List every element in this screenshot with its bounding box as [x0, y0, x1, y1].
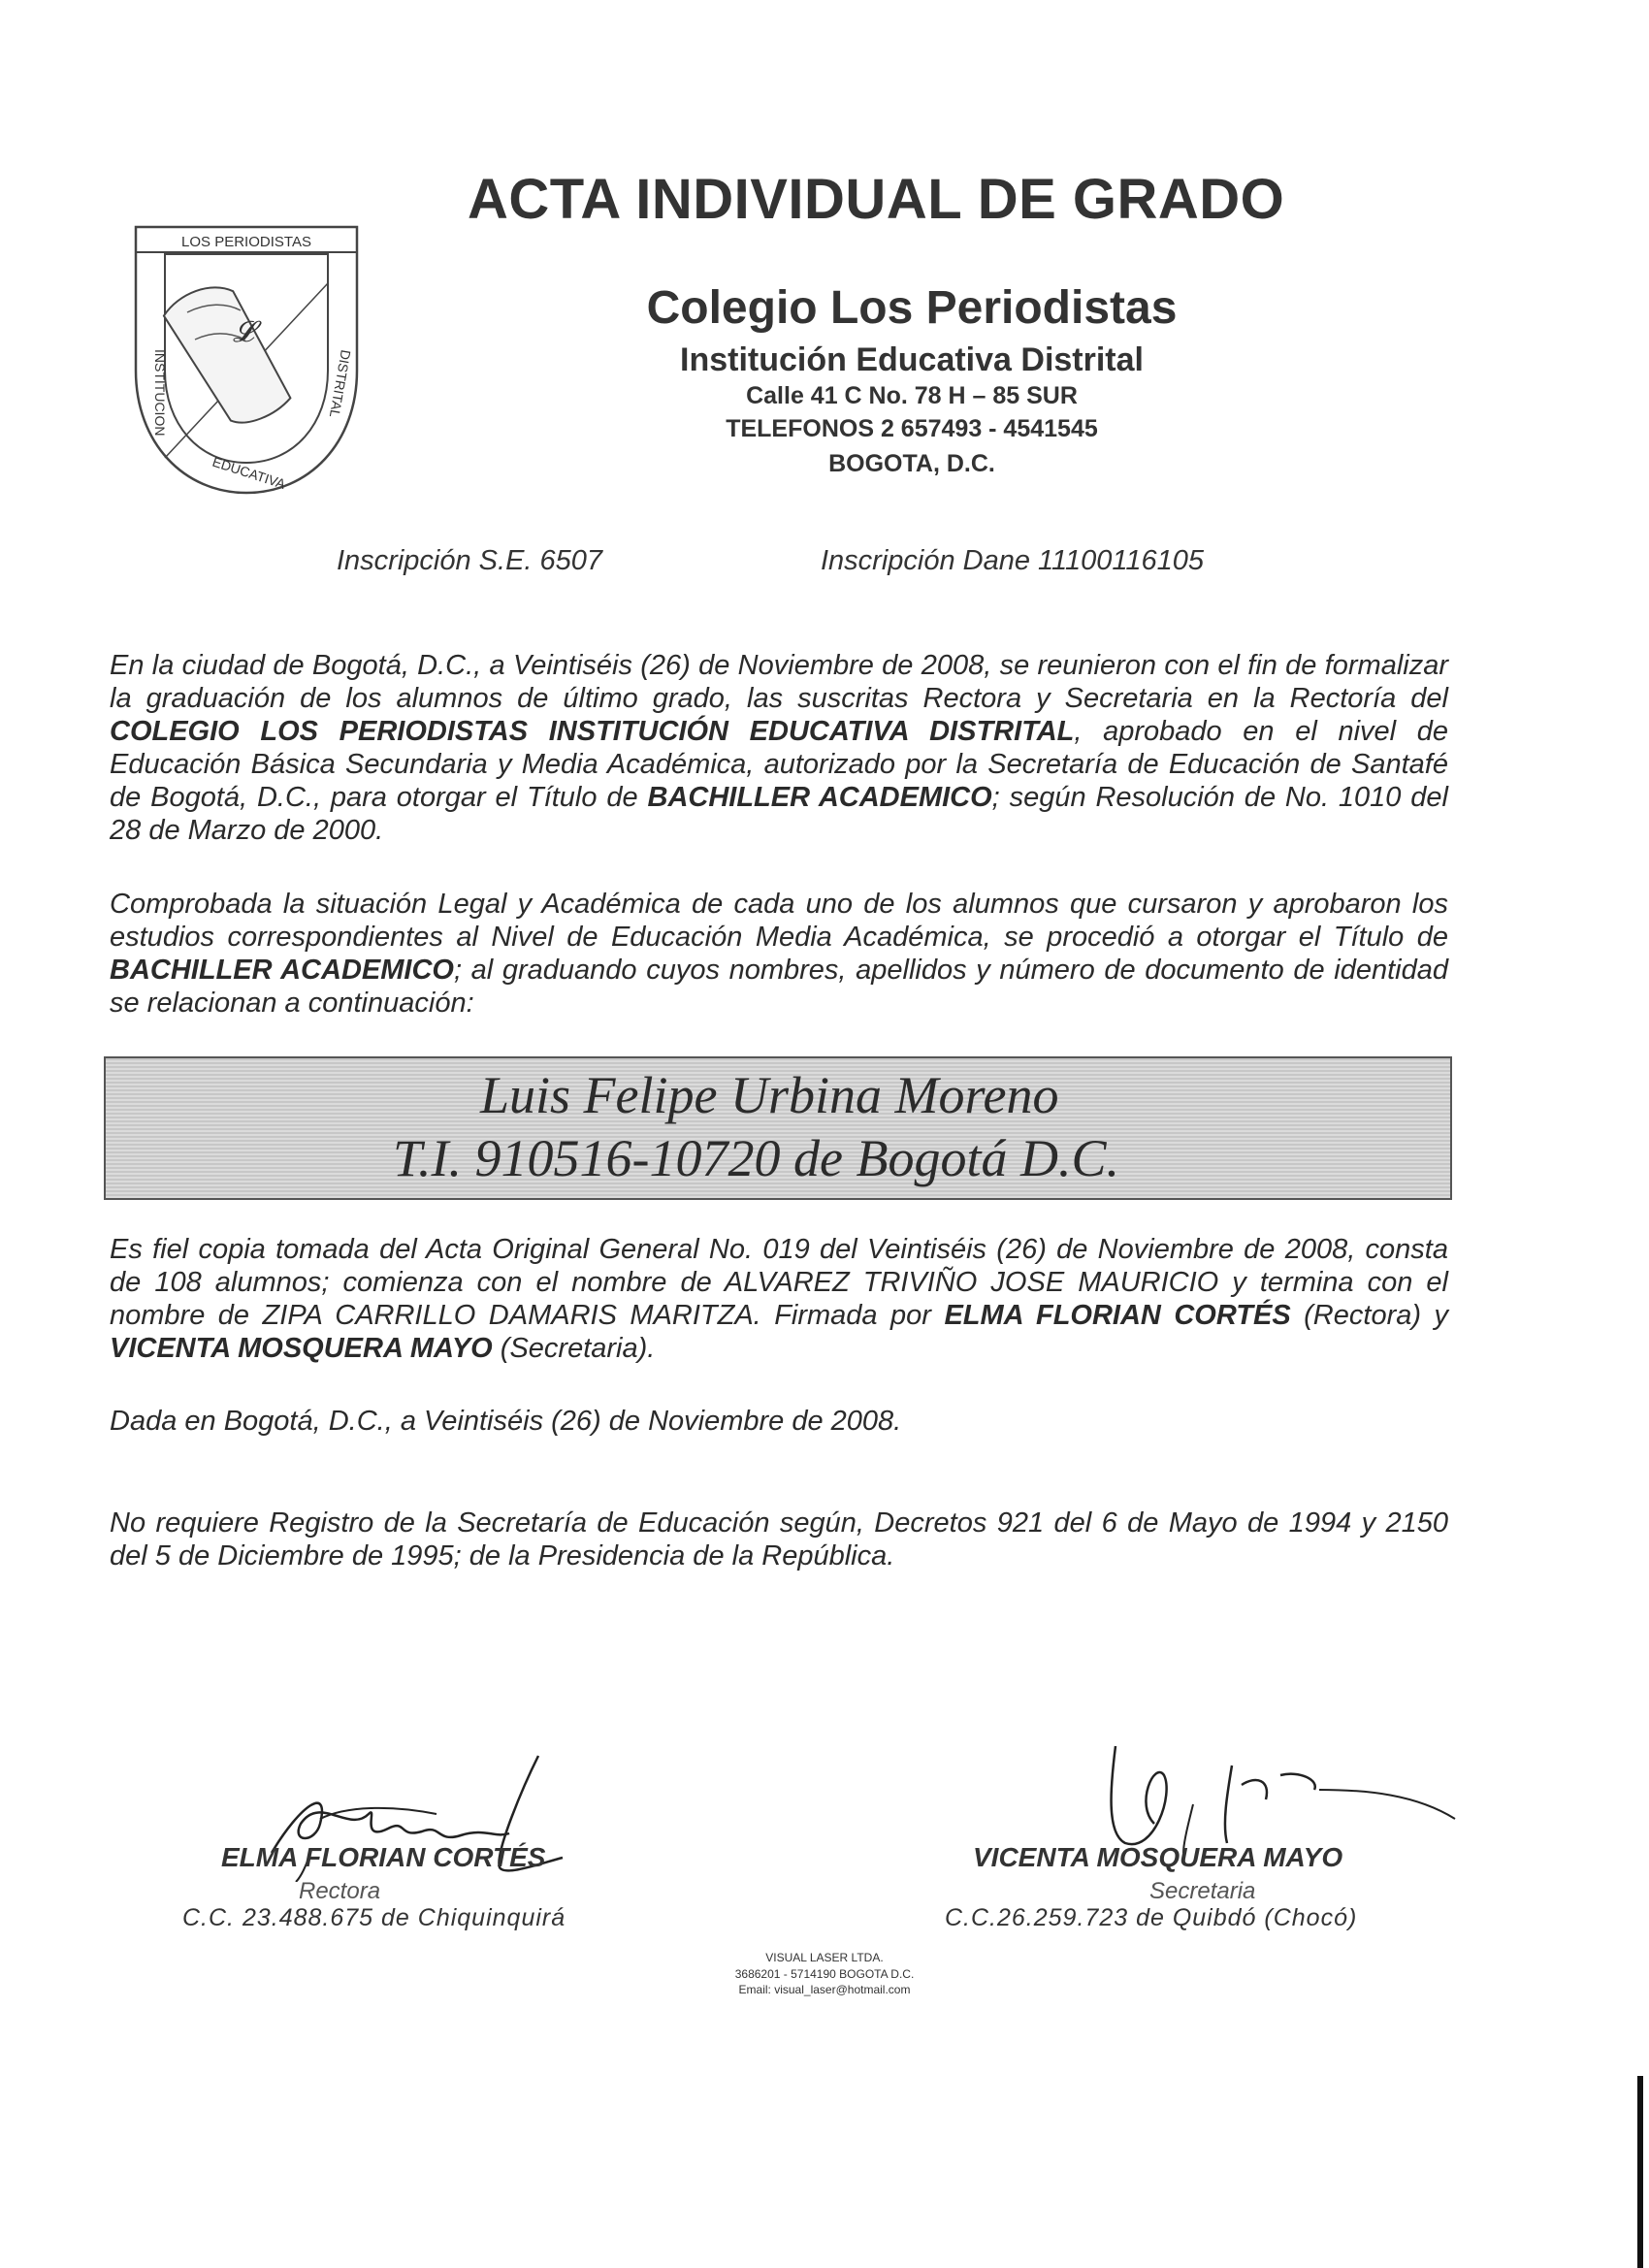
- school-name: Colegio Los Periodistas: [646, 282, 1178, 334]
- rector-role: Rectora: [299, 1878, 381, 1904]
- paragraph-meeting: En la ciudad de Bogotá, D.C., a Veintiséis (26) de Noviembre de 2008, se reunieron con el fin de formalizar la graduación de los alumnos de último grado, las suscritas Rectora y Secretaria en la Rectoría del COLEGIO LOS PERIODISTAS INSTITUCIÓN EDUCATIVA DISTRITAL, aprobado en el nivel de Educación Básica Secundaria y Media Académica, autorizado por la Secretaría de Educación de Santafé de Bogotá, D.C., para otorgar el Título de BACHILLER ACADEMICO; según Resolución de No. 1010 del 28 de Marzo de 2000.: [110, 650, 1449, 846]
- given-date: Dada en Bogotá, D.C., a Veintiséis (26) de Noviembre de 2008.: [110, 1406, 902, 1437]
- school-address: Calle 41 C No. 78 H – 85 SUR: [746, 382, 1078, 409]
- svg-text:INSTITUCION: INSTITUCION: [152, 349, 168, 437]
- graduate-id: T.I. 910516-10720 de Bogotá D.C.: [393, 1129, 1119, 1187]
- institution-type: Institución Educativa Distrital: [680, 341, 1144, 378]
- dane-registration: Inscripción Dane 11100116105: [821, 545, 1205, 576]
- rector-id: C.C. 23.488.675 de Chiquinquirá: [182, 1904, 566, 1931]
- scan-edge-mark: [1637, 2076, 1643, 2268]
- secretary-id: C.C.26.259.723 de Quibdó (Chocó): [945, 1904, 1358, 1931]
- document-title: ACTA INDIVIDUAL DE GRADO: [468, 168, 1285, 231]
- secretary-role: Secretaria: [1149, 1878, 1256, 1904]
- printer-name: VISUAL LASER LTDA.: [765, 1951, 884, 1964]
- svg-text:DISTRITAL: DISTRITAL: [326, 348, 354, 419]
- svg-text:EDUCATIVA: EDUCATIVA: [210, 453, 288, 492]
- paragraph-verification: Comprobada la situación Legal y Académica de cada uno de los alumnos que cursaron y aprobaron los estudios correspondientes al Nivel de Educación Media Académica, se procedió a otorgar el Título de BACHILLER ACADEMICO; al graduando cuyos nombres, apellidos y número de documento de identidad se relacionan a continuación:: [110, 889, 1448, 1019]
- printer-phones: 3686201 - 5714190 BOGOTA D.C.: [734, 1967, 915, 1981]
- printer-email: Email: visual_laser@hotmail.com: [738, 1983, 911, 1996]
- rector-name: ELMA FLORIAN CORTÉS: [221, 1842, 546, 1872]
- registration-note: No requiere Registro de la Secretaría de Educación según, Decretos 921 del 6 de Mayo de 1994 y 2150 del 5 de Diciembre de 1995; de la Presidencia de la República.: [110, 1507, 1448, 1571]
- graduate-name: Luis Felipe Urbina Moreno: [480, 1066, 1059, 1124]
- secretary-name: VICENTA MOSQUERA MAYO: [973, 1842, 1343, 1872]
- paragraph-certified-copy: Es fiel copia tomada del Acta Original General No. 019 del Veintiséis (26) de Noviembre de 2008, consta de 108 alumnos; comienza con el nombre de ALVAREZ TRIVIÑO JOSE MAURICIO y termina con el nombre de ZIPA CARRILLO DAMARIS MARITZA. Firmada por ELMA FLORIAN CORTÉS (Rectora) y VICENTA MOSQUERA MAYO (Secretaria).: [110, 1234, 1448, 1364]
- school-phones: TELEFONOS 2 657493 - 4541545: [726, 415, 1098, 442]
- school-seal-logo: [134, 225, 359, 497]
- se-registration: Inscripción S.E. 6507: [337, 545, 603, 576]
- school-city: BOGOTA, D.C.: [828, 450, 995, 477]
- svg-text:𝓛: 𝓛: [233, 316, 254, 348]
- svg-text:LOS PERIODISTAS: LOS PERIODISTAS: [181, 234, 311, 250]
